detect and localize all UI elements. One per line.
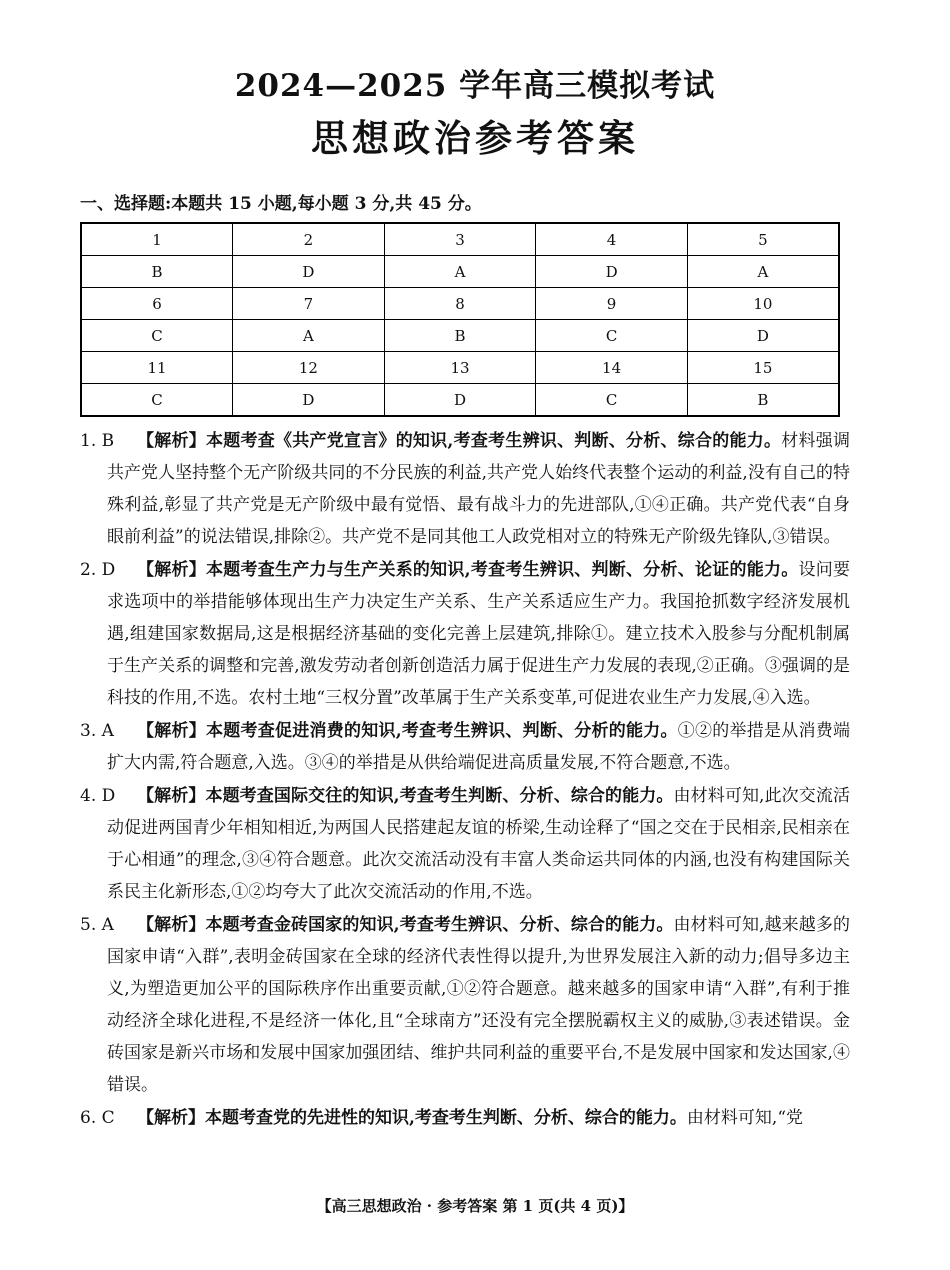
question-number-cell: 12 — [233, 352, 385, 384]
question-number-cell: 7 — [233, 288, 385, 320]
explanation-text — [107, 909, 850, 1101]
explanation-heading: 本题考查《共产党宣言》的知识,考查考生辨识、判断、分析、综合的能力。 — [205, 431, 782, 451]
question-number-cell: 3 — [384, 223, 536, 256]
answer-letter-cell: D — [233, 256, 385, 288]
question-number-cell: 13 — [384, 352, 536, 384]
question-answer-label: 6. C — [80, 1108, 115, 1128]
explanation-body: 设问要求选项中的举措能够体现出生产力决定生产关系、生产关系适应生产力。我国抢抓数字经济发展机遇,组建国家数据局,这是根据经济基础的变化完善上层建筑,排除①。建立技术入股参与分配机制属于生产关系的调整和完善,激发劳动者创新创造活力属于促进生产力发展的表现,②正确。③强调的是科技的作用,不选。农村土地“三权分置”改革属于生产关系变革,可促进农业生产力发展,④入选。 — [107, 560, 851, 708]
question-number-row — [81, 223, 839, 256]
question-number-cell: 1 — [81, 223, 233, 256]
section-heading: 一、选择题:本题共 15 小题,每小题 3 分,共 45 分。 — [80, 194, 482, 214]
question-answer-label: 5. A — [80, 915, 114, 935]
answer-letter-cell: D — [687, 320, 839, 352]
question-number-cell: 2 — [233, 223, 385, 256]
question-answer-label: 3. A — [80, 721, 114, 741]
answer-letter-cell: A — [233, 320, 385, 352]
answer-letter-cell: C — [536, 320, 688, 352]
page-footer: 【高三思想政治 · 参考答案 第 1 页(共 4 页)】 — [316, 1197, 634, 1215]
explanation-text — [107, 425, 850, 553]
question-number-cell: 10 — [687, 288, 839, 320]
explanation-body: ①②的举措是从消费端扩大内需,符合题意,入选。③④的举措是从供给端促进高质量发展,不符合题意,不选。 — [107, 721, 851, 773]
question-number-cell: 8 — [384, 288, 536, 320]
explanation-text — [107, 715, 850, 779]
answer-letter-cell: A — [687, 256, 839, 288]
explanation-text — [107, 780, 850, 908]
explanation-text — [107, 1102, 850, 1134]
explanation-body: 由材料可知,越来越多的国家申请“入群”,表明金砖国家在全球的经济代表性得以提升,为世界发展注入新的动力;倡导多边主义,为塑造更加公平的国际秩序作出重要贡献,①②符合题意。越来越多的国家申请“入群”,有利于推动经济全球化进程,不是经济一体化,且“全球南方”还没有完全摆脱霸权主义的威胁,③表述错误。金砖国家是新兴市场和发展中国家加强团结、维护共同利益的重要平台,不是发展中国家和发达国家,④错误。 — [107, 915, 851, 1095]
explanation-heading: 本题考查国际交往的知识,考查考生判断、分析、综合的能力。 — [205, 786, 674, 806]
explanation-heading: 本题考查党的先进性的知识,考查考生判断、分析、综合的能力。 — [205, 1108, 687, 1128]
question-answer-label: 2. D — [80, 560, 116, 580]
analysis-tag: 【解析】 — [137, 1108, 205, 1128]
explanation-item — [80, 554, 850, 714]
analysis-tag: 【解析】 — [137, 786, 206, 806]
document-subtitle: 思想政治参考答案 — [311, 116, 639, 160]
answer-letter-row — [81, 320, 839, 352]
question-number-cell: 5 — [687, 223, 839, 256]
answer-letter-cell: D — [536, 256, 688, 288]
question-answer-label: 1. B — [80, 431, 115, 451]
answer-table — [80, 222, 840, 417]
question-number-cell: 15 — [687, 352, 839, 384]
question-number-row — [81, 352, 839, 384]
answer-letter-row — [81, 384, 839, 417]
analysis-tag: 【解析】 — [137, 560, 206, 580]
question-number-cell: 6 — [81, 288, 233, 320]
answer-letter-row — [81, 256, 839, 288]
question-answer-label: 4. D — [80, 786, 116, 806]
explanation-heading: 本题考查促进消费的知识,考查考生辨识、判断、分析的能力。 — [205, 721, 678, 741]
explanation-heading: 本题考查金砖国家的知识,考查考生辨识、分析、综合的能力。 — [205, 915, 674, 935]
answer-letter-cell: D — [384, 384, 536, 417]
question-number-cell: 14 — [536, 352, 688, 384]
question-number-row — [81, 288, 839, 320]
answer-letter-cell: B — [384, 320, 536, 352]
explanation-body: 由材料可知,此次交流活动促进两国青少年相知相近,为两国人民搭建起友谊的桥梁,生动诠释了“国之交在于民相亲,民相亲在于心相通”的理念,③④符合题意。此次交流活动没有丰富人类命运共同体的内涵,也没有构建国际关系民主化新形态,①②均夸大了此次交流活动的作用,不选。 — [107, 786, 851, 902]
answer-letter-cell: C — [81, 384, 233, 417]
analysis-tag: 【解析】 — [137, 915, 206, 935]
analysis-tag: 【解析】 — [137, 431, 206, 451]
explanation-body: 材料强调共产党人坚持整个无产阶级共同的不分民族的利益,共产党人始终代表整个运动的利益,没有自己的特殊利益,彰显了共产党是无产阶级中最有觉悟、最有战斗力的先进部队,①④正确。共产党代表“自身眼前利益”的说法错误,排除②。共产党不是同其他工人政党相对立的特殊无产阶级先锋队,③错误。 — [107, 431, 851, 547]
question-number-cell: 9 — [536, 288, 688, 320]
explanation-item — [80, 715, 850, 779]
explanation-text — [107, 554, 850, 714]
answer-letter-cell: C — [81, 320, 233, 352]
answer-letter-cell: A — [384, 256, 536, 288]
answer-letter-cell: D — [233, 384, 385, 417]
question-number-cell: 4 — [536, 223, 688, 256]
answer-letter-cell: B — [687, 384, 839, 417]
explanation-body: 由材料可知,“党 — [686, 1108, 804, 1128]
answer-letter-cell: B — [81, 256, 233, 288]
analysis-tag: 【解析】 — [137, 721, 206, 741]
explanation-item — [80, 425, 850, 553]
explanation-item — [80, 1102, 850, 1134]
answer-letter-cell: C — [536, 384, 688, 417]
exam-title: 2024—2025 学年高三模拟考试 — [234, 68, 716, 104]
explanation-item — [80, 780, 850, 908]
explanation-list — [80, 425, 850, 1135]
question-number-cell: 11 — [81, 352, 233, 384]
explanation-item — [80, 909, 850, 1101]
explanation-heading: 本题考查生产力与生产关系的知识,考查考生辨识、判断、分析、论证的能力。 — [205, 560, 799, 580]
